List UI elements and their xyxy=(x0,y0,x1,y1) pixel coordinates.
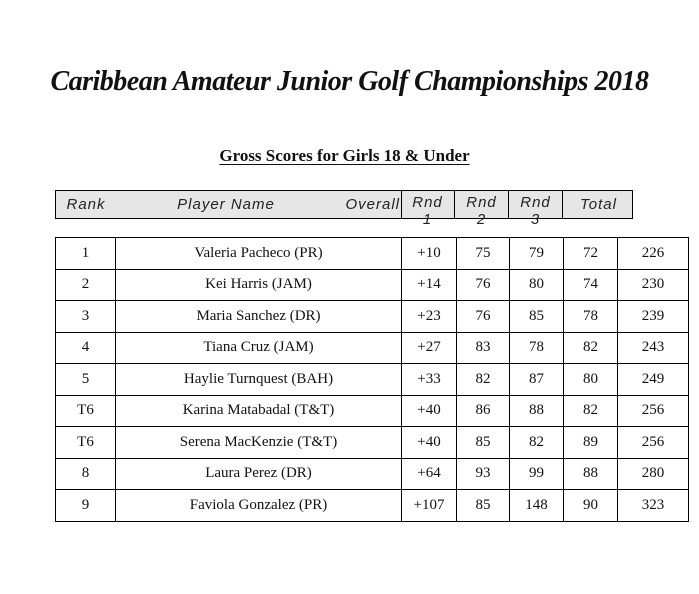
rank-cell: 1 xyxy=(56,238,116,270)
header-divider xyxy=(562,190,563,219)
rnd3-cell: 89 xyxy=(564,427,618,459)
table-row xyxy=(56,238,689,270)
header-rnd2: Rnd 2 xyxy=(466,194,497,228)
total-cell: 323 xyxy=(618,490,689,522)
overall-cell: +107 xyxy=(402,490,457,522)
table-row xyxy=(56,427,689,459)
rnd2-cell: 148 xyxy=(510,490,564,522)
overall-cell: +27 xyxy=(402,332,457,364)
total-cell: 226 xyxy=(618,238,689,270)
overall-cell: +14 xyxy=(402,269,457,301)
rnd2-cell: 87 xyxy=(510,364,564,396)
table-row xyxy=(56,332,689,364)
rnd1-cell: 85 xyxy=(457,490,510,522)
rank-cell: 3 xyxy=(56,301,116,333)
rank-cell: 8 xyxy=(56,458,116,490)
overall-cell: +40 xyxy=(402,427,457,459)
rnd1-cell: 85 xyxy=(457,427,510,459)
header-player-name: Player Name xyxy=(177,196,275,213)
rank-cell: 4 xyxy=(56,332,116,364)
total-cell: 256 xyxy=(618,427,689,459)
rnd1-cell: 76 xyxy=(457,301,510,333)
rank-cell: 2 xyxy=(56,269,116,301)
rank-cell: 9 xyxy=(56,490,116,522)
total-cell: 243 xyxy=(618,332,689,364)
scores-table xyxy=(55,237,689,522)
total-cell: 256 xyxy=(618,395,689,427)
header-rnd1: Rnd 1 xyxy=(412,194,443,228)
rnd2-cell: 99 xyxy=(510,458,564,490)
table-row xyxy=(56,458,689,490)
table-subtitle: Gross Scores for Girls 18 & Under xyxy=(219,146,470,165)
rnd3-cell: 82 xyxy=(564,395,618,427)
player-cell: Serena MacKenzie (T&T) xyxy=(116,427,402,459)
rnd1-cell: 82 xyxy=(457,364,510,396)
table-row xyxy=(56,364,689,396)
header-divider xyxy=(401,190,402,219)
rnd3-cell: 78 xyxy=(564,301,618,333)
total-cell: 230 xyxy=(618,269,689,301)
header-overall: Overall xyxy=(345,196,400,213)
table-row xyxy=(56,490,689,522)
rnd3-cell: 90 xyxy=(564,490,618,522)
table-row xyxy=(56,395,689,427)
header-total: Total xyxy=(580,196,617,213)
rnd1-cell: 83 xyxy=(457,332,510,364)
rank-cell: 5 xyxy=(56,364,116,396)
rnd2-cell: 88 xyxy=(510,395,564,427)
rnd3-cell: 74 xyxy=(564,269,618,301)
player-cell: Kei Harris (JAM) xyxy=(116,269,402,301)
overall-cell: +64 xyxy=(402,458,457,490)
rank-cell: T6 xyxy=(56,427,116,459)
table-row xyxy=(56,269,689,301)
player-cell: Tiana Cruz (JAM) xyxy=(116,332,402,364)
rnd1-cell: 76 xyxy=(457,269,510,301)
rnd2-cell: 82 xyxy=(510,427,564,459)
total-cell: 249 xyxy=(618,364,689,396)
rnd1-cell: 93 xyxy=(457,458,510,490)
rnd2-cell: 79 xyxy=(510,238,564,270)
rnd3-cell: 72 xyxy=(564,238,618,270)
rnd2-cell: 85 xyxy=(510,301,564,333)
rnd3-cell: 88 xyxy=(564,458,618,490)
total-cell: 280 xyxy=(618,458,689,490)
rank-cell: T6 xyxy=(56,395,116,427)
player-cell: Valeria Pacheco (PR) xyxy=(116,238,402,270)
page-title: Caribbean Amateur Junior Golf Championships 2018 xyxy=(50,66,649,97)
rnd2-cell: 80 xyxy=(510,269,564,301)
rnd3-cell: 82 xyxy=(564,332,618,364)
player-cell: Faviola Gonzalez (PR) xyxy=(116,490,402,522)
overall-cell: +33 xyxy=(402,364,457,396)
overall-cell: +40 xyxy=(402,395,457,427)
player-cell: Maria Sanchez (DR) xyxy=(116,301,402,333)
rnd1-cell: 75 xyxy=(457,238,510,270)
rnd2-cell: 78 xyxy=(510,332,564,364)
overall-cell: +23 xyxy=(402,301,457,333)
rnd1-cell: 86 xyxy=(457,395,510,427)
rnd3-cell: 80 xyxy=(564,364,618,396)
header-divider xyxy=(454,190,455,219)
player-cell: Haylie Turnquest (BAH) xyxy=(116,364,402,396)
header-rnd3: Rnd 3 xyxy=(520,194,551,228)
header-divider xyxy=(508,190,509,219)
player-cell: Karina Matabadal (T&T) xyxy=(116,395,402,427)
overall-cell: +10 xyxy=(402,238,457,270)
table-row xyxy=(56,301,689,333)
total-cell: 239 xyxy=(618,301,689,333)
header-rank: Rank xyxy=(66,196,106,213)
player-cell: Laura Perez (DR) xyxy=(116,458,402,490)
